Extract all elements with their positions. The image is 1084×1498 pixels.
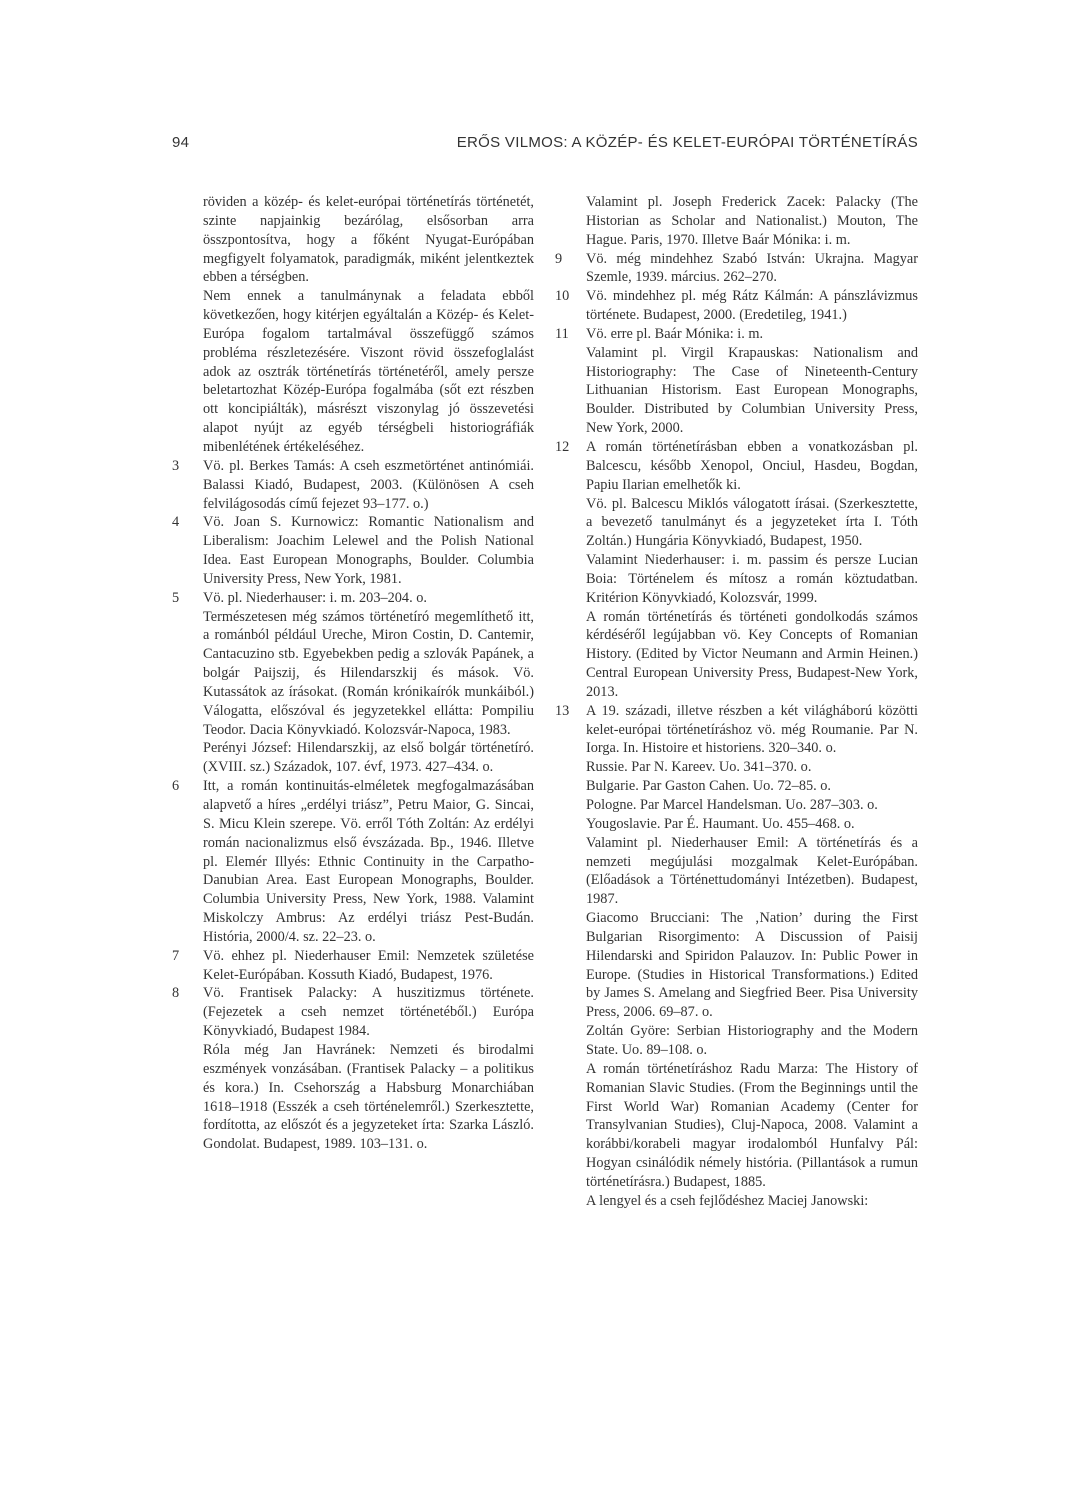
footnote-number: 11 <box>555 325 569 342</box>
footnote-number: 12 <box>555 438 570 455</box>
footnote-text: A román történetíráshoz Radu Marza: The History of Romanian Slavic Studies. (From the Beginnings until the First World War) Romanian Academy (Center for Transylvanian Studies), Cluj-Napoca, 2008. Valamint a korábbi/korabeli magyar irodalomból Hunfalvy Pál: Hogyan csinálódik némely história. (Pillantások a rumun történetírásra.) Budapest, 1885. <box>586 1060 918 1190</box>
footnote-text: A 19. századi, illetve részben a két világháború közötti kelet-európai történetíráshoz vö. még Roumanie. Par N. Iorga. In. Histoire et historiens. 320–340. o. <box>586 702 918 757</box>
paragraph: Valamint pl. Joseph Frederick Zacek: Palacky (The Historian as Scholar and Nationalist.) Mouton, The Hague. Paris, 1970. Illetve Baár Mónika: i. m. <box>586 194 918 248</box>
footnote-10 <box>555 287 918 325</box>
continuation-text <box>555 193 918 250</box>
footnote-number: 5 <box>172 589 180 606</box>
right-column <box>555 193 918 1211</box>
footnote-text: Vö. ehhez pl. Niederhauser Emil: Nemzetek születése Kelet-Európában. Kossuth Kiadó, Budapest, 1976. <box>203 947 534 983</box>
footnote-number: 9 <box>555 250 563 267</box>
footnote-text: Valamint pl. Niederhauser Emil: A történetírás és a nemzeti megújulási mozgalmak Kelet-Európában. (Előadások a Történettudományi Intézetben). Budapest, 1987. <box>586 834 918 908</box>
footnote-text: Perényi József: Hilendarszkij, az első bolgár történetíró. (XVIII. sz.) Századok, 107. évf, 1973. 427–434. o. <box>203 740 534 776</box>
footnote-6 <box>172 777 534 947</box>
footnote-13 <box>555 702 918 1211</box>
footnote-text: Itt, a román kontinuitás-elméletek megfogalmazásában alapvető a híres „erdélyi triász”, Petru Maior, G. Sincai, S. Micu Klein szerepe. Vö. erről Tóth Zoltán: Az erdélyi román nacionalizmus első évszázada. Bp., 1946. Illetve pl. Elemér Illyés: Ethnic Continuity in the Carpatho-Danubian Area. East European Monographs, Boulder. Columbia University Press, New York, 1988. Valamint Miskolczy Ambrus: Az erdélyi triász Pest-Budán. História, 2000/4. sz. 22–23. o. <box>203 778 534 945</box>
footnote-8 <box>172 984 534 1154</box>
footnote-text: Giacomo Brucciani: The ‚Nation’ during the First Bulgarian Risorgimento: A Discussion of Paisij Hilendarski and Spiridon Palauzov. In: Public Power in Europe. (Studies in Historical Transformations.) Edited by James S. Amelang and Siegfried Beer. Pisa University Press, 2006. 69–87. o. <box>586 910 918 1021</box>
footnote-text: Pologne. Par Marcel Handelsman. Uo. 287–303. o. <box>586 797 878 813</box>
footnote-text: Vö. Joan S. Kurnowicz: Romantic Nationalism and Liberalism: Joachim Lelewel and the Polish National Idea. East European Monographs, Boulder. Columbia University Press, New York, 1981. <box>203 514 534 587</box>
footnote-7 <box>172 947 534 985</box>
footnote-text: Természetesen még számos történetíró megemlíthető itt, a románból például Ureche, Miron Costin, D. Cantemir, Cantacuzino stb. Egyebekben pedig a szlovák Papánek, a bolgár Paijszij, és Hilendarszkij és mások. Vö. Kutassátok az írásokat. (Román krónikaírók munkáiból.) Válogatta, előszóval és jegyzetekkel ellátta: Pompiliu Teodor. Dacia Könyvkiadó. Kolozsvár-Napoca, 1983. <box>203 608 534 738</box>
footnote-text: Yougoslavie. Par É. Haumant. Uo. 455–468. o. <box>586 815 855 832</box>
footnote-text: Bulgarie. Par Gaston Cahen. Uo. 72–85. o. <box>586 778 831 795</box>
footnote-text: Róla még Jan Havránek: Nemzeti és birodalmi eszmények vonzásában. (Frantisek Palacky – a politikus és kora.) In. Csehország a Habsburg Monarchiában 1618–1918 (Esszék a cseh történelemről.) Szerkesztette, fordította, az előszót és a jegyzeteket írta: Szarka László. Gondolat. Budapest, 1989. 103–131. o. <box>203 1041 534 1153</box>
page-number: 94 <box>172 134 190 151</box>
footnote-11 <box>555 325 918 438</box>
footnote-text: Vö. erre pl. Baár Mónika: i. m. <box>586 325 764 342</box>
footnote-text: Vö. pl. Berkes Tamás: A cseh eszmetörténet antinómiái. Balassi Kiadó, Budapest, 2003. (Különösen A cseh felvilágosodás című fejezet 93–177. o.) <box>203 457 534 512</box>
footnote-text: Valamint Niederhauser: i. m. passim és persze Lucian Boia: Történelem és mítosz a román köztudatban. Kritérion Könyvkiadó, Kolozsvár, 1999. <box>586 552 918 606</box>
footnote-text: Zoltán Györe: Serbian Historiography and the Modern State. Uo. 89–108. o. <box>586 1023 918 1058</box>
footnote-number: 13 <box>555 702 570 719</box>
page-header <box>172 134 918 156</box>
footnote-text: Valamint pl. Virgil Krapauskas: Nationalism and Historiography: The Case of Nineteenth-Century Lithuanian Historism. East European Monographs, Boulder. Distributed by Columbian University Press, New York, 2000. <box>586 344 918 437</box>
footnote-text: Vö. Frantisek Palacky: A huszitizmus története. (Fejezetek a cseh nemzet történetéből.) Európa Könyvkiadó, Budapest 1984. <box>203 985 534 1040</box>
footnote-5 <box>172 589 534 777</box>
footnote-9 <box>555 250 918 288</box>
footnote-number: 7 <box>172 947 180 964</box>
footnote-number: 8 <box>172 985 180 1002</box>
paragraph: röviden a közép- és kelet-európai történetírás történetét, szinte napjainkig bezárólag, elsősorban arra összpontosítva, hogy a főként Nyugat-Európában megfigyelt folyamatok, paradigmák, miként jelentkeztek ebben a térségben. <box>203 194 534 286</box>
footnote-text: Russie. Par N. Kareev. Uo. 341–370. o. <box>586 759 812 776</box>
footnote-number: 6 <box>172 778 180 795</box>
footnote-number: 4 <box>172 514 180 531</box>
footnote-4 <box>172 513 534 588</box>
footnote-text: A román történetírás és történeti gondolkodás számos kérdéséről legújabban vö. Key Concepts of Romanian History. (Edited by Victor Neumann and Armin Heinen.) Central European University Press, Budapest-New York, 2013. <box>586 608 918 700</box>
paragraph: Nem ennek a tanulmánynak a feladata ebből következően, hogy kitérjen egyáltalán a Közép- és Kelet-Európa fogalom tartalmával összefüggő számos probléma részletezésére. Viszont rövid összefoglalást adok az osztrák történetírás történetéről, amely persze beletartozhat Közép-Európa fogalmába (sőt ezt részben ott koncipiálták), másrészt viszonylag jó összevetési alapot nyújt az egyéb térségbeli historiográfiák mibenlétének értékeléséhez. <box>203 288 534 455</box>
footnote-text: Vö. pl. Niederhauser: i. m. 203–204. o. <box>203 589 427 606</box>
footnote-text: A román történetírásban ebben a vonatkozásban pl. Balcescu, később Xenopol, Onciul, Hasdeu, Bogdan, Papiu Ilarian emelhetők ki. <box>586 438 918 493</box>
left-column <box>172 193 534 1154</box>
running-title: ERŐS VILMOS: A KÖZÉP- ÉS KELET-EURÓPAI TÖRTÉNETÍRÁS <box>456 134 918 151</box>
footnote-number: 3 <box>172 457 180 474</box>
footnote-12 <box>555 438 918 702</box>
footnote-text: Vö. pl. Balcescu Miklós válogatott írásai. (Szerkesztette, a bevezető tanulmányt és a jegyzeteket írta I. Tóth Zoltán.) Hungária Könyvkiadó, Budapest, 1950. <box>586 495 918 550</box>
continuation-text <box>172 193 534 457</box>
footnote-3 <box>172 457 534 514</box>
footnote-text: Vö. mindehhez pl. még Rátz Kálmán: A pánszlávizmus története. Budapest, 2000. (Eredetileg, 1941.) <box>586 288 918 324</box>
footnote-number: 10 <box>555 288 570 305</box>
footnote-text: A lengyel és a cseh fejlődéshez Maciej Janowski: <box>586 1192 869 1209</box>
footnote-text: Vö. még mindehhez Szabó István: Ukrajna. Magyar Szemle, 1939. március. 262–270. <box>586 250 918 286</box>
